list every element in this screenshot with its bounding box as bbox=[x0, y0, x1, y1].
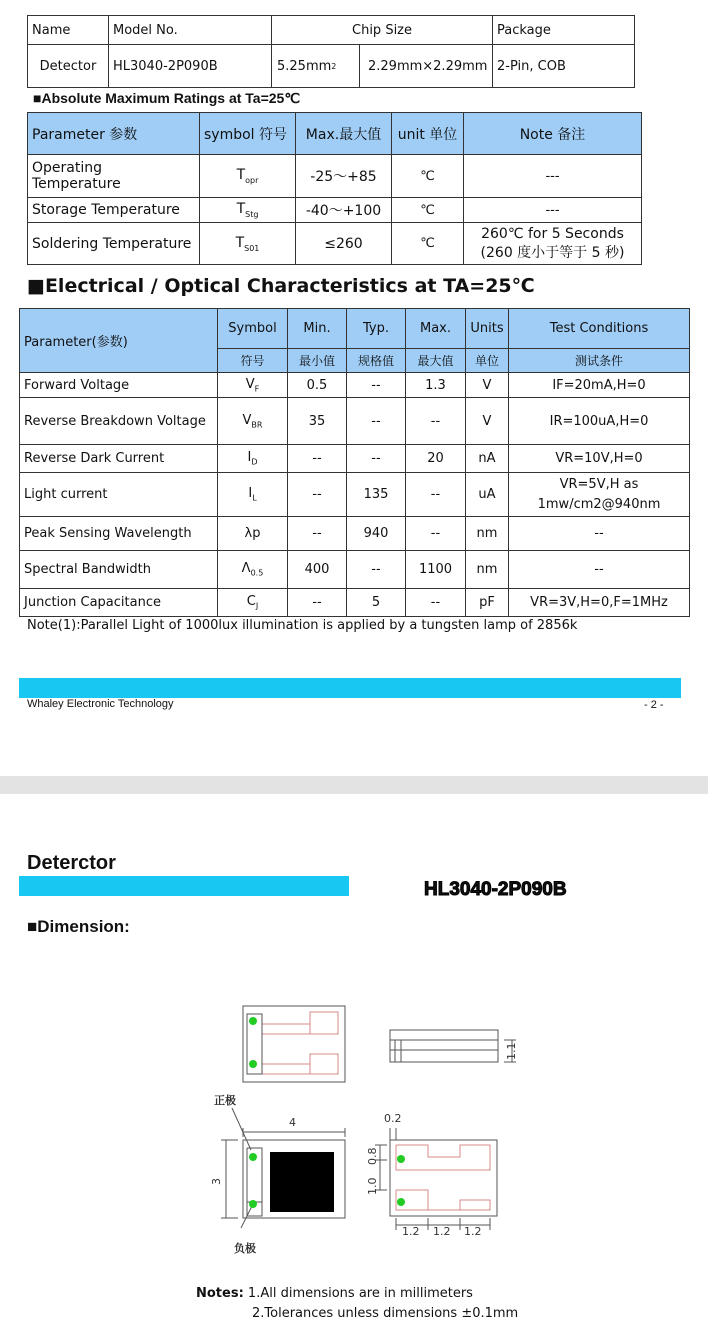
eo-param: Forward Voltage bbox=[20, 373, 218, 398]
eo-unit: nA bbox=[466, 445, 509, 473]
pad-dot bbox=[249, 1017, 257, 1025]
abs-th-max: Max.最大值 bbox=[296, 113, 392, 155]
eo-unit: V bbox=[466, 398, 509, 445]
eo-sym-main: V bbox=[242, 412, 252, 428]
page2-model: HL3040-2P090B bbox=[424, 879, 567, 900]
eo-sym-sub: BR bbox=[251, 420, 263, 430]
eo-th-cond: Test Conditions bbox=[509, 309, 690, 349]
eo-typ: 940 bbox=[347, 517, 406, 551]
abs-note-line2: (260 度小于等于 5 秒) bbox=[480, 244, 625, 261]
abs-max-title: ■Absolute Maximum Ratings at Ta=25℃ bbox=[33, 90, 301, 106]
eo-th-param: Parameter(参数) bbox=[20, 309, 218, 373]
eo-cond: IR=100uA,H=0 bbox=[509, 398, 690, 445]
notes bbox=[196, 1284, 518, 1324]
eo-cond bbox=[509, 473, 690, 517]
dim-08: 0.8 bbox=[366, 1147, 379, 1165]
eo-th-cn: 最小值 bbox=[288, 349, 347, 373]
abs-sym-sub: S01 bbox=[244, 243, 260, 253]
eo-sym-main: λp bbox=[244, 526, 261, 541]
dim-12b: 1.2 bbox=[433, 1225, 451, 1238]
eo-cond: IF=20mA,H=0 bbox=[509, 373, 690, 398]
eo-row bbox=[20, 398, 690, 445]
dim-neg-label: 负极 bbox=[234, 1242, 256, 1255]
top-view-outline bbox=[243, 1006, 345, 1082]
abs-param: Soldering Temperature bbox=[28, 223, 200, 265]
abs-param: Storage Temperature bbox=[28, 198, 200, 223]
cell-model: HL3040-2P090B bbox=[109, 45, 272, 88]
abs-unit: ℃ bbox=[392, 198, 464, 223]
eo-sym-main: C bbox=[246, 594, 256, 610]
abs-sym-main: T bbox=[235, 234, 245, 251]
eo-param: Reverse Dark Current bbox=[20, 445, 218, 473]
eo-row bbox=[20, 445, 690, 473]
abs-sym bbox=[200, 223, 296, 265]
footprint-outline bbox=[390, 1140, 497, 1216]
abs-sym bbox=[200, 198, 296, 223]
eo-cond-line2: 1mw/cm2@940nm bbox=[537, 496, 661, 512]
eo-typ: -- bbox=[347, 398, 406, 445]
footer-bar bbox=[19, 678, 681, 698]
eo-sym-main: V bbox=[245, 376, 255, 392]
th-package: Package bbox=[493, 16, 635, 45]
footer-company: Whaley Electronic Technology bbox=[27, 698, 174, 710]
eo-param: Reverse Breakdown Voltage bbox=[20, 398, 218, 445]
pad-dot bbox=[249, 1200, 257, 1208]
eo-unit: uA bbox=[466, 473, 509, 517]
abs-max-title-text: Absolute Maximum Ratings at Ta=25℃ bbox=[41, 90, 301, 106]
eo-sym bbox=[218, 517, 288, 551]
abs-note: --- bbox=[464, 198, 642, 223]
eo-min: 0.5 bbox=[288, 373, 347, 398]
abs-note bbox=[464, 223, 642, 265]
eo-title: ■Electrical / Optical Characteristics at TA=25℃ bbox=[27, 275, 535, 297]
dim-pos-label: 正极 bbox=[214, 1094, 236, 1107]
dim-3: 3 bbox=[210, 1178, 223, 1185]
dimension-drawing bbox=[0, 990, 708, 1260]
eo-unit: V bbox=[466, 373, 509, 398]
chip-area-sup: 2 bbox=[331, 61, 337, 71]
note-1: 1.All dimensions are in millimeters bbox=[247, 1286, 473, 1301]
abs-th-note: Note 备注 bbox=[464, 113, 642, 155]
abs-sym-sub: opr bbox=[245, 175, 259, 185]
footer-page: - 2 - bbox=[644, 699, 664, 711]
th-model: Model No. bbox=[109, 16, 272, 45]
chip-size-table bbox=[27, 15, 635, 88]
th-chip-size: Chip Size bbox=[272, 16, 493, 45]
eo-cond: VR=10V,H=0 bbox=[509, 445, 690, 473]
abs-max: -40～+100 bbox=[296, 198, 392, 223]
eo-th-cn: 规格值 bbox=[347, 349, 406, 373]
eo-sym-main: I bbox=[247, 450, 252, 466]
dimension-title: ■Dimension: bbox=[27, 917, 130, 936]
dim-12a: 1.2 bbox=[402, 1225, 420, 1238]
pad-dot bbox=[397, 1198, 405, 1206]
pad-outline bbox=[396, 1190, 490, 1210]
eo-max: 1100 bbox=[406, 551, 466, 589]
eo-max: -- bbox=[406, 398, 466, 445]
eo-row bbox=[20, 517, 690, 551]
abs-th-param: Parameter 参数 bbox=[28, 113, 200, 155]
eo-param: Light current bbox=[20, 473, 218, 517]
eo-cond: VR=3V,H=0,F=1MHz bbox=[509, 589, 690, 617]
dim-11: 1.1 bbox=[505, 1042, 518, 1060]
eo-max: -- bbox=[406, 517, 466, 551]
eo-th-min: Min. bbox=[288, 309, 347, 349]
eo-sym-sub: 0.5 bbox=[250, 568, 264, 578]
eo-min: 400 bbox=[288, 551, 347, 589]
eo-row bbox=[20, 373, 690, 398]
abs-sym bbox=[200, 155, 296, 198]
eo-th-typ: Typ. bbox=[347, 309, 406, 349]
eo-row bbox=[20, 473, 690, 517]
eo-min: 35 bbox=[288, 398, 347, 445]
notes-label: Notes: bbox=[196, 1286, 244, 1301]
note-2: 2.Tolerances unless dimensions ±0.1mm bbox=[252, 1306, 519, 1321]
eo-th-cn: 单位 bbox=[466, 349, 509, 373]
eo-th-units: Units bbox=[466, 309, 509, 349]
eo-param: Spectral Bandwidth bbox=[20, 551, 218, 589]
eo-cond: -- bbox=[509, 551, 690, 589]
eo-unit: nm bbox=[466, 517, 509, 551]
eo-unit: pF bbox=[466, 589, 509, 617]
abs-sym-main: T bbox=[236, 201, 246, 218]
eo-sym bbox=[218, 589, 288, 617]
dim-4: 4 bbox=[289, 1116, 296, 1129]
eo-th-symbol: Symbol bbox=[218, 309, 288, 349]
cell-chip-size bbox=[272, 45, 493, 88]
eo-sym bbox=[218, 373, 288, 398]
eo-th-max: Max. bbox=[406, 309, 466, 349]
cell-package: 2-Pin, COB bbox=[493, 45, 635, 88]
eo-param: Peak Sensing Wavelength bbox=[20, 517, 218, 551]
eo-th-cn: 测试条件 bbox=[509, 349, 690, 373]
cell-name: Detector bbox=[28, 45, 109, 88]
abs-note-line1: 260℃ for 5 Seconds bbox=[481, 225, 624, 242]
eo-typ: 5 bbox=[347, 589, 406, 617]
eo-row bbox=[20, 589, 690, 617]
pad-outline bbox=[396, 1145, 490, 1170]
dim-02: 0.2 bbox=[384, 1112, 402, 1125]
eo-sym bbox=[218, 473, 288, 517]
eo-th-cn: 最大值 bbox=[406, 349, 466, 373]
top-view-pads bbox=[262, 1012, 338, 1074]
chip-area: 5.25mm bbox=[277, 58, 332, 74]
abs-th-unit: unit 单位 bbox=[392, 113, 464, 155]
eo-sym bbox=[218, 445, 288, 473]
eo-max: -- bbox=[406, 473, 466, 517]
abs-sym-sub: Stg bbox=[245, 209, 259, 219]
page2-heading: Deterctor bbox=[27, 852, 116, 874]
dimension-title-text: Dimension: bbox=[37, 917, 130, 936]
abs-max: -25～+85 bbox=[296, 155, 392, 198]
eo-min: -- bbox=[288, 517, 347, 551]
eo-cond: -- bbox=[509, 517, 690, 551]
abs-unit: ℃ bbox=[392, 155, 464, 198]
eo-th-cn: 符号 bbox=[218, 349, 288, 373]
eo-min: -- bbox=[288, 445, 347, 473]
dim-10: 1.0 bbox=[366, 1177, 379, 1195]
pad-outline bbox=[262, 1012, 338, 1034]
eo-min: -- bbox=[288, 589, 347, 617]
pad-dot bbox=[397, 1155, 405, 1163]
eo-typ: -- bbox=[347, 373, 406, 398]
abs-unit: ℃ bbox=[392, 223, 464, 265]
eo-sym-sub: F bbox=[254, 384, 260, 394]
eo-sym bbox=[218, 398, 288, 445]
chip-die bbox=[270, 1152, 334, 1212]
eo-cond-line1: VR=5V,H as bbox=[559, 476, 639, 492]
eo-typ: 135 bbox=[347, 473, 406, 517]
eo-sym-sub: J bbox=[255, 601, 259, 611]
page2-bar bbox=[19, 876, 349, 896]
dim-12c: 1.2 bbox=[464, 1225, 482, 1238]
abs-max-table bbox=[27, 112, 642, 265]
pad-dot bbox=[249, 1060, 257, 1068]
eo-table bbox=[19, 308, 690, 617]
eo-title-text: Electrical / Optical Characteristics at TA=25℃ bbox=[44, 275, 535, 297]
eo-sym-sub: L bbox=[252, 493, 257, 503]
side-view bbox=[390, 1030, 498, 1062]
th-name: Name bbox=[28, 16, 109, 45]
eo-max: 1.3 bbox=[406, 373, 466, 398]
eo-max: -- bbox=[406, 589, 466, 617]
eo-min: -- bbox=[288, 473, 347, 517]
eo-sym-main: Λ bbox=[241, 561, 251, 577]
abs-sym-main: T bbox=[236, 167, 246, 184]
eo-sym bbox=[218, 551, 288, 589]
eo-max: 20 bbox=[406, 445, 466, 473]
eo-typ: -- bbox=[347, 445, 406, 473]
abs-note: --- bbox=[464, 155, 642, 198]
abs-param: Operating Temperature bbox=[28, 155, 200, 198]
eo-param: Junction Capacitance bbox=[20, 589, 218, 617]
abs-th-symbol: symbol 符号 bbox=[200, 113, 296, 155]
eo-row bbox=[20, 551, 690, 589]
pad-dot bbox=[249, 1153, 257, 1161]
page-break bbox=[0, 776, 708, 794]
eo-sym-sub: D bbox=[251, 457, 258, 467]
chip-dim: 2.29mm×2.29mm bbox=[368, 58, 488, 74]
eo-typ: -- bbox=[347, 551, 406, 589]
eo-sym-main: I bbox=[248, 486, 253, 502]
eo-note: Note(1):Parallel Light of 1000lux illumination is applied by a tungsten lamp of 2856k bbox=[27, 618, 578, 633]
abs-max: ≤260 bbox=[296, 223, 392, 265]
eo-unit: nm bbox=[466, 551, 509, 589]
